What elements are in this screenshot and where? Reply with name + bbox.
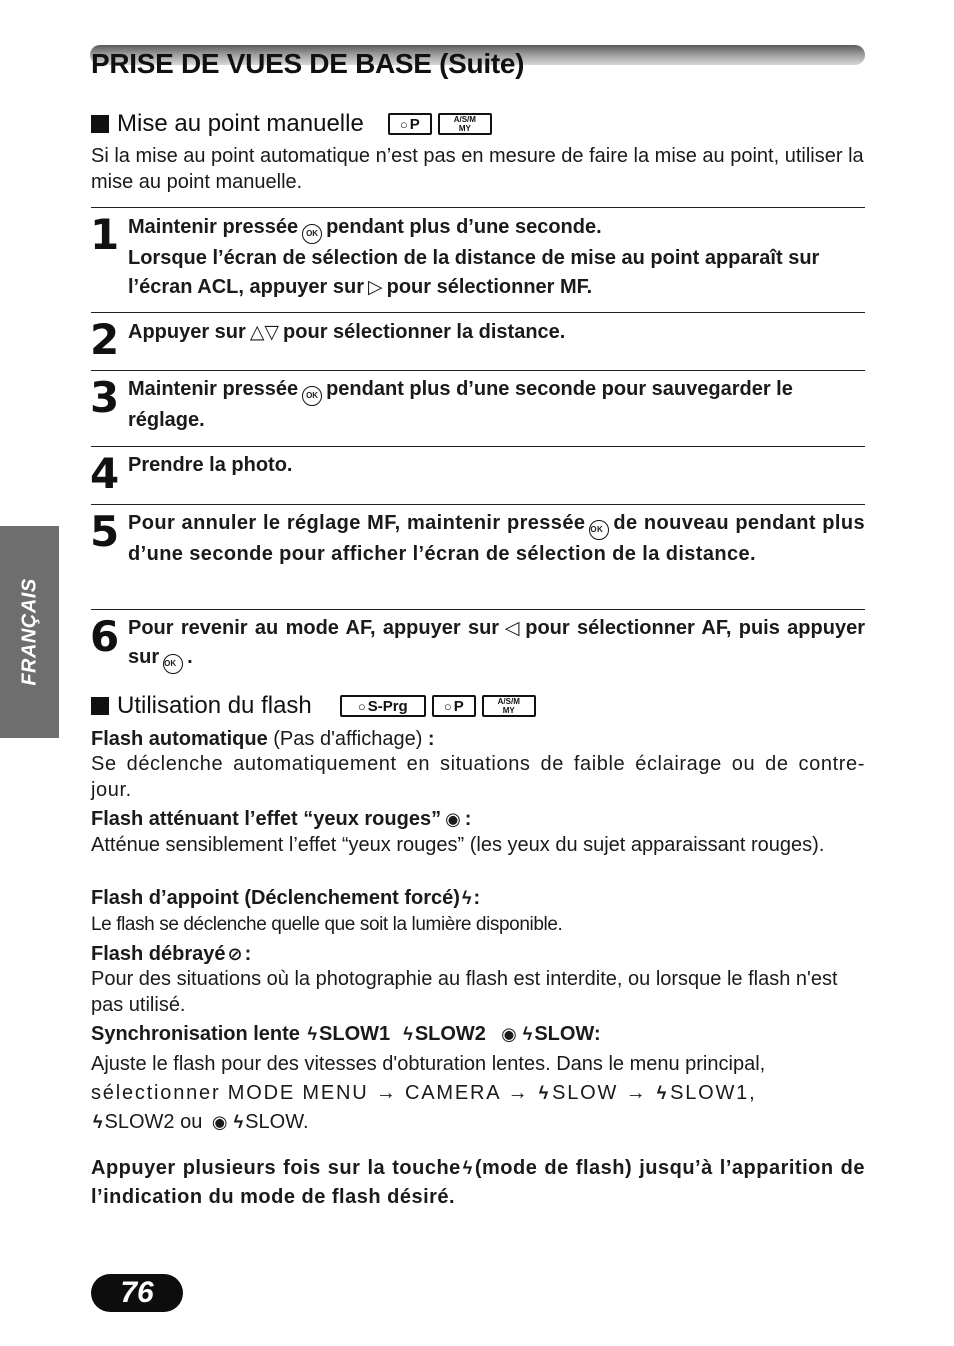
page-number: 76 [91,1274,183,1312]
flash-redeye-term: Flash atténuant l’effet “yeux rouges” ◉ : [91,808,472,830]
flash-fill-term: Flash d’appoint (Déclenchement forcé) ϟ : [91,887,481,909]
step-6-text: Pour revenir au mode AF, appuyer sur ◁ pour sélectionner AF, puis appuyer sur OK . [128,614,865,674]
mode-p-icon: ○ P [388,113,432,135]
manual-focus-heading: Mise au point manuelle [117,110,364,137]
step-number: 4 [90,449,120,498]
divider [91,370,865,371]
flash-off-def: Pour des situations où la photographie au flash est interdite, ou lorsque le flash n'est pas utilisé. [91,968,838,1016]
flash-icon: ϟ [403,1024,413,1044]
language-tab [0,526,59,738]
step-4-text: Prendre la photo. [128,454,293,476]
ok-button-icon: OK [302,386,322,406]
flash-instruction: Appuyer plusieurs fois sur la touche ϟ (mode de flash) jusqu’à l’apparition de l’indication du mode de flash désiré. [91,1157,865,1208]
square-bullet-icon [91,697,109,715]
flash-auto-term: Flash automatique (Pas d'affichage) : [91,728,435,750]
up-down-arrow-icon: △▽ [249,322,280,343]
step-number: 2 [90,315,120,364]
flash-off-term: Flash débrayé ⊘ : [91,943,252,965]
manual-focus-intro: Si la mise au point automatique n’est pas en mesure de faire la mise au point, utiliser la mise au point manuelle. [91,145,864,193]
step-2-text: Appuyer sur △▽ pour sélectionner la distance. [128,321,566,343]
divider [91,207,865,208]
flash-slow-def: Ajuste le flash pour des vitesses d'obturation lentes. Dans le menu principal, sélectionner MODE MENU → CAMERA → ϟ SLOW → ϟ SLOW1, ϟ SLOW2 ou ◉ ϟ SLOW. [91,1053,766,1133]
square-bullet-icon [91,115,109,133]
flash-button-icon: ϟ [462,1158,473,1178]
mode-p-icon: ○ P [432,695,476,717]
flash-auto-def: Se déclenche automatiquement en situations de faible éclairage ou de contre-jour. [91,753,865,801]
mode-icons [388,113,492,135]
flash-slow-term: Synchronisation lente ϟ SLOW1 ϟ SLOW2 ◉ ϟ SLOW: [91,1023,601,1045]
section-heading-flash [91,691,536,721]
flash-icon: ϟ [233,1112,244,1132]
divider [91,609,865,610]
flash-heading: Utilisation du flash [117,692,312,719]
flash-icon: ϟ [538,1083,551,1103]
right-arrow-icon: ▷ [368,277,383,298]
step-number: 1 [90,210,120,259]
flash-icon: ϟ [307,1024,318,1044]
red-eye-icon: ◉ [445,809,461,829]
ok-button-icon: OK [589,520,609,540]
flash-icon: ϟ [93,1112,103,1132]
ok-button-icon: OK [163,654,183,674]
ok-button-icon: OK [302,224,322,244]
step-number: 6 [90,612,120,661]
flash-icon: ϟ [522,1024,533,1044]
language-tab-label: FRANÇAIS [18,578,40,686]
step-5-text: Pour annuler le réglage MF, maintenir pressée OK de nouveau pendant plus d’une seconde pour afficher l’écran de sélection de la distance. [128,512,865,565]
red-eye-icon: ◉ [211,1112,228,1132]
flash-icon: ϟ [461,888,472,908]
step-1-text: Maintenir pressée OK pendant plus d’une seconde. Lorsque l’écran de sélection de la distance de mise au point apparaît sur l’écran ACL, appuyer sur ▷ pour sélectionner MF. [128,216,820,298]
flash-fill-def: Le flash se déclenche quelle que soit la lumière disponible. [91,914,563,935]
left-arrow-icon: ◁ [503,618,522,639]
divider [91,504,865,505]
mode-asm-icon: A/S/M MY [438,113,492,135]
flash-off-icon: ⊘ [227,944,243,964]
arrow-icon: → [375,1082,398,1104]
step-3-text: Maintenir pressée OK pendant plus d’une seconde pour sauvegarder le réglage. [128,378,793,431]
mode-icons [340,695,536,717]
mode-s-prg-icon: ○ S-Prg [340,695,426,717]
section-heading-manual-focus [91,109,492,139]
flash-redeye-def: Atténue sensiblement l’effet “yeux rouges” (les yeux du sujet apparaissant rouges). [91,834,825,856]
page-title: PRISE DE VUES DE BASE (Suite) [91,48,525,79]
divider [91,312,865,313]
step-number: 5 [90,507,120,556]
red-eye-icon: ◉ [501,1024,517,1044]
arrow-icon: → [625,1082,648,1104]
mode-asm-icon: A/S/M MY [482,695,536,717]
divider [91,446,865,447]
arrow-icon: → [507,1082,530,1104]
step-number: 3 [90,373,120,422]
flash-icon: ϟ [656,1083,669,1103]
